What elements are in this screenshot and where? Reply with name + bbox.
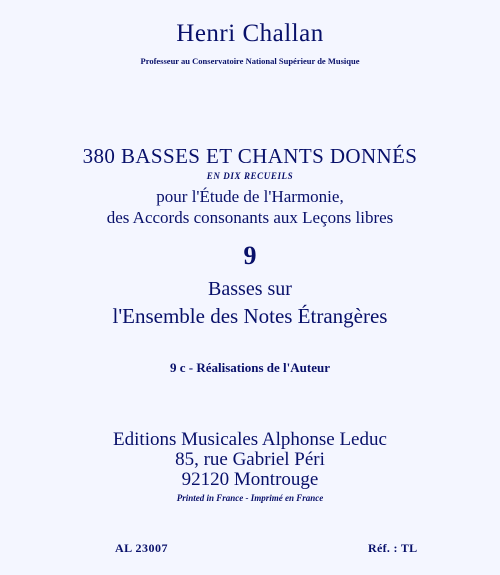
volume-number: 9 xyxy=(243,241,257,270)
volume-title-line-1: Basses sur xyxy=(208,278,292,300)
catalog-code: AL 23007 xyxy=(115,541,169,555)
author-title: Professeur au Conservatoire National Supérieur de Musique xyxy=(140,56,360,66)
printed-in-france: Printed in France - Imprimé en France xyxy=(176,493,324,503)
series-subtitle: EN DIX RECUEILS xyxy=(206,171,294,181)
volume-title-line-2: l'Ensemble des Notes Étrangères xyxy=(112,304,388,328)
publisher-city: 92120 Montrouge xyxy=(181,469,319,490)
reference-label: Réf. : TL xyxy=(368,541,418,555)
series-title: 380 BASSES ET CHANTS DONNÉS xyxy=(82,144,418,168)
author-name: Henri Challan xyxy=(176,20,324,47)
study-line-1: pour l'Étude de l'Harmonie, xyxy=(156,187,344,206)
volume-part: 9 c - Réalisations de l'Auteur xyxy=(170,360,330,375)
publisher-street: 85, rue Gabriel Péri xyxy=(175,449,325,470)
study-line-2: des Accords consonants aux Leçons libres xyxy=(106,208,394,227)
publisher-name: Editions Musicales Alphonse Leduc xyxy=(113,429,387,450)
